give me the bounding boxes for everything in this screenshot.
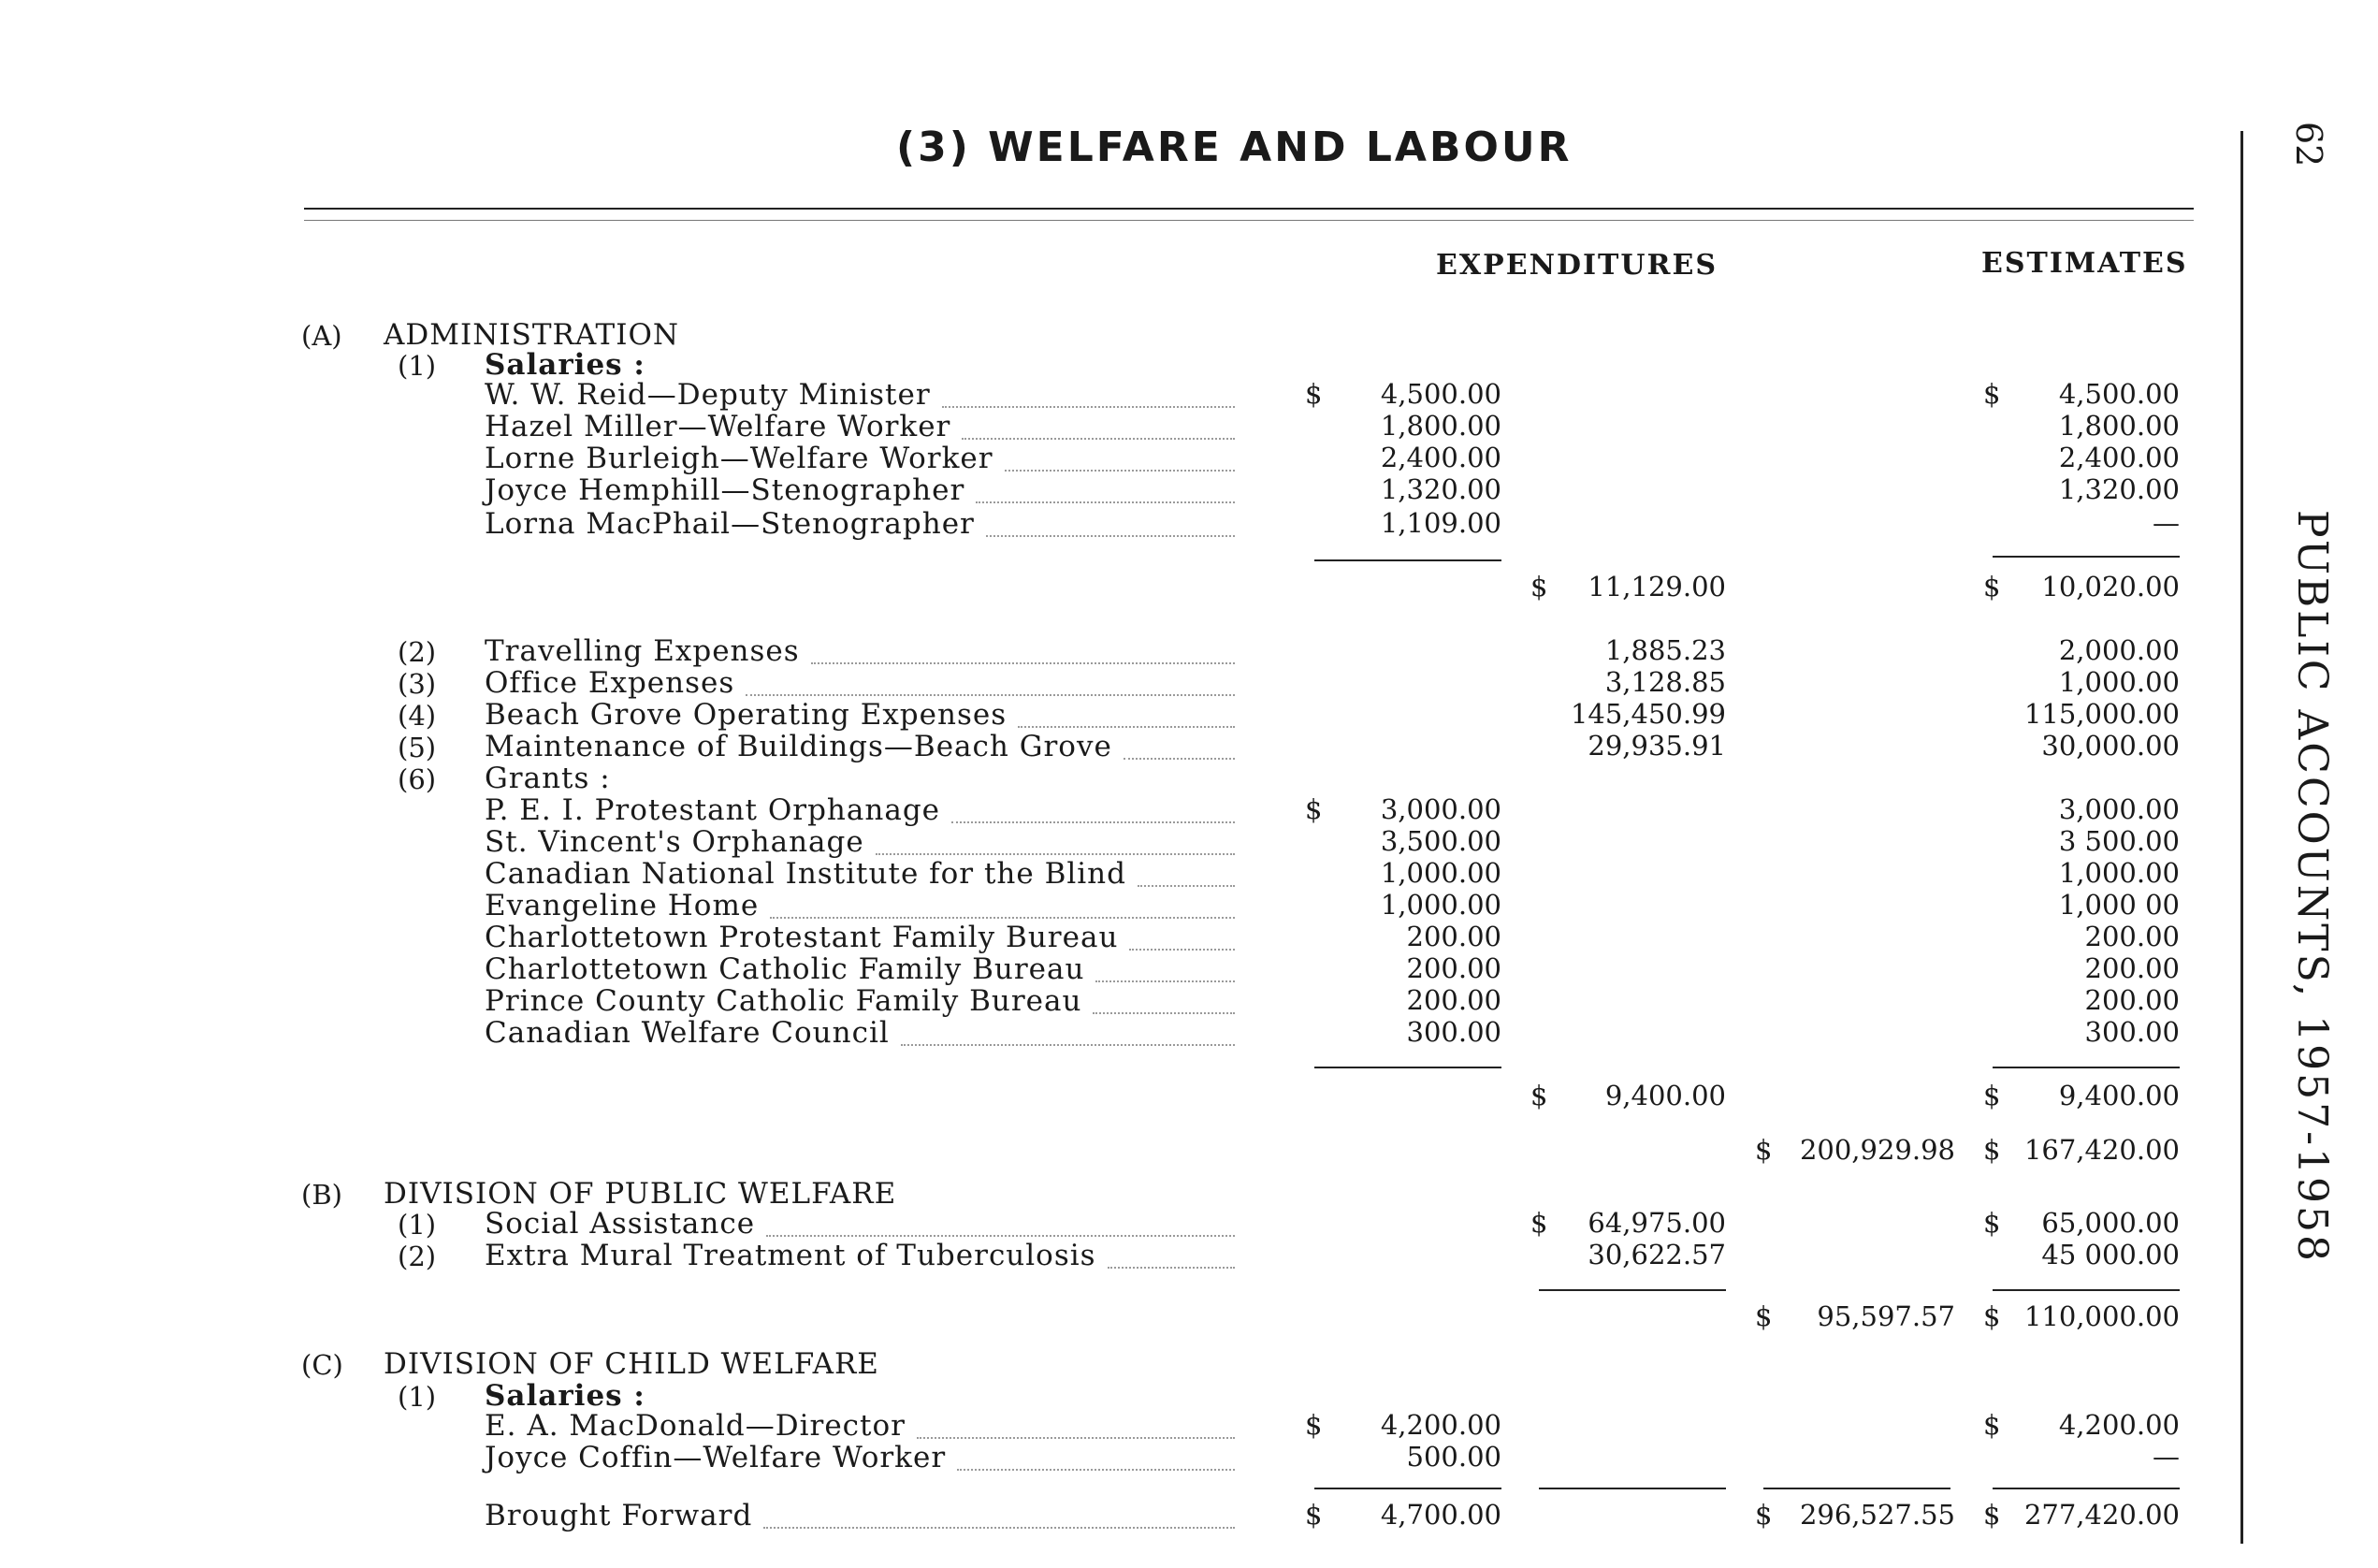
dollar-sign: $ [1305,793,1323,825]
dollar-sign: $ [1983,1499,2001,1531]
dollar-sign: $ [1983,378,2001,410]
expenditure-amount: 1,320.00 [1380,473,1501,505]
expenditure-amount: 1,109.00 [1380,507,1501,539]
expenditure-amount: 1,000.00 [1380,889,1501,921]
estimates-heading: ESTIMATES [1981,247,2188,280]
expenditure-amount: 296,527.55 [1799,1499,1955,1531]
subtotal-rule [1314,559,1501,561]
estimate-amount: 1,320.00 [2058,473,2180,505]
dollar-sign: $ [1983,1409,2001,1441]
estimate-amount: 1,800.00 [2058,410,2180,442]
dot-leader [901,1044,1235,1046]
page-number: 62 [2288,122,2329,167]
expenditure-amount: 3,000.00 [1380,793,1501,825]
row-label: Salaries : [485,348,645,382]
dollar-sign: $ [1755,1134,1773,1166]
expenditure-amount: 1,800.00 [1380,410,1501,442]
expenditure-amount: 29,935.91 [1588,730,1726,762]
dot-leader [766,1235,1235,1237]
estimate-amount: 65,000.00 [2041,1207,2180,1239]
dollar-sign: $ [1530,1080,1548,1111]
row-label: Lorne Burleigh—Welfare Worker [485,442,993,475]
section-heading: DIVISION OF PUBLIC WELFARE [384,1177,897,1211]
expenditure-amount: 4,200.00 [1380,1409,1501,1441]
estimate-amount: 10,020.00 [2041,571,2180,603]
estimate-amount: 1,000.00 [2058,666,2180,698]
running-head: PUBLIC ACCOUNTS, 1957-1958 [2288,510,2336,1264]
expenditure-amount: 200,929.98 [1799,1134,1955,1166]
dollar-sign: $ [1983,1207,2001,1239]
estimate-amount: 167,420.00 [2023,1134,2180,1166]
row-marker: (6) [398,763,437,795]
dot-leader [763,1527,1235,1529]
row-label: W. W. Reid—Deputy Minister [485,378,931,412]
expenditure-amount: 200.00 [1406,921,1501,952]
row-marker: (C) [301,1349,343,1381]
subtotal-rule [1993,1289,2180,1291]
subtotal-rule [1539,1289,1726,1291]
dot-leader [1138,885,1235,887]
section-heading: ADMINISTRATION [384,318,680,352]
row-marker: (A) [301,320,342,352]
row-label: Travelling Expenses [485,634,800,668]
row-marker: (2) [398,1241,437,1272]
dot-leader [986,535,1235,537]
estimate-amount: 300.00 [2084,1016,2180,1048]
dollar-sign: $ [1305,1409,1323,1441]
expenditure-amount: 4,500.00 [1380,378,1501,410]
row-label: Beach Grove Operating Expenses [485,698,1008,732]
estimate-amount: 2,400.00 [2058,442,2180,473]
row-marker: (4) [398,700,437,732]
row-label: Hazel Miller—Welfare Worker [485,410,951,443]
expenditure-amount: 200.00 [1406,952,1501,984]
row-marker: (2) [398,636,437,668]
row-marker: (5) [398,732,437,763]
expenditure-amount: 3,128.85 [1604,666,1726,698]
dot-leader [962,438,1235,440]
row-label: Social Assistance [485,1207,756,1241]
dollar-sign: $ [1983,1080,2001,1111]
estimate-amount: 2,000.00 [2058,634,2180,666]
row-label: Canadian Welfare Council [485,1016,890,1050]
dot-leader [951,821,1235,823]
row-marker: (B) [301,1179,342,1211]
row-label: Prince County Catholic Family Bureau [485,984,1082,1018]
estimate-amount: — [2153,507,2180,539]
row-label: Salaries : [485,1379,645,1413]
dot-leader [876,853,1235,855]
estimate-amount: 3 500.00 [2058,825,2180,857]
expenditure-amount: 9,400.00 [1604,1080,1726,1111]
estimate-amount: 4,500.00 [2058,378,2180,410]
row-label: Joyce Coffin—Welfare Worker [485,1441,947,1474]
row-label: Maintenance of Buildings—Beach Grove [485,730,1112,763]
row-label: Charlottetown Catholic Family Bureau [485,952,1085,986]
dollar-sign: $ [1305,1499,1323,1531]
section-heading: DIVISION OF CHILD WELFARE [384,1347,879,1381]
row-label: Canadian National Institute for the Blind [485,857,1126,891]
subtotal-rule [1314,1488,1501,1489]
expenditure-amount: 500.00 [1406,1441,1501,1473]
dot-leader [1093,1012,1235,1014]
dollar-sign: $ [1530,571,1548,603]
estimate-amount: 30,000.00 [2041,730,2180,762]
estimate-amount: 3,000.00 [2058,793,2180,825]
row-label: Office Expenses [485,666,735,700]
expenditure-amount: 4,700.00 [1380,1499,1501,1531]
subtotal-rule [1993,556,2180,558]
subtotal-rule [1314,1067,1501,1068]
estimate-amount: 1,000 00 [2058,889,2180,921]
dot-leader [1124,758,1235,760]
dot-leader [1129,949,1235,951]
expenditure-amount: 200.00 [1406,984,1501,1016]
dollar-sign: $ [1755,1300,1773,1332]
row-label: Joyce Hemphill—Stenographer [485,473,965,507]
dot-leader [917,1437,1235,1439]
estimate-amount: 45 000.00 [2041,1239,2180,1270]
dot-leader [1018,726,1235,728]
expenditure-amount: 145,450.99 [1570,698,1726,730]
expenditure-amount: 2,400.00 [1380,442,1501,473]
subtotal-rule [1539,1488,1726,1489]
dollar-sign: $ [1983,1134,2001,1166]
expenditure-amount: 95,597.57 [1817,1300,1955,1332]
row-marker: (3) [398,668,437,700]
dot-leader [746,694,1235,696]
expenditure-amount: 64,975.00 [1588,1207,1726,1239]
subtotal-rule [1763,1488,1950,1489]
row-label: Evangeline Home [485,889,760,922]
header-rule-top [304,208,2194,210]
dot-leader [957,1469,1235,1471]
subtotal-rule [1993,1488,2180,1489]
row-marker: (1) [398,1209,437,1241]
row-label: Lorna MacPhail—Stenographer [485,507,975,541]
row-label: E. A. MacDonald—Director [485,1409,906,1443]
row-marker: (1) [398,350,437,382]
row-marker: (1) [398,1381,437,1413]
dot-leader [1095,980,1235,982]
estimate-amount: 110,000.00 [2023,1300,2180,1332]
estimate-amount: 1,000.00 [2058,857,2180,889]
expenditure-amount: 11,129.00 [1588,571,1726,603]
estimate-amount: 4,200.00 [2058,1409,2180,1441]
estimate-amount: — [2153,1441,2180,1473]
expenditure-amount: 1,000.00 [1380,857,1501,889]
expenditure-amount: 300.00 [1406,1016,1501,1048]
estimate-amount: 200.00 [2084,921,2180,952]
expenditure-amount: 1,885.23 [1604,634,1726,666]
row-label: St. Vincent's Orphanage [485,825,864,859]
row-label: Brought Forward [485,1499,753,1532]
expenditure-amount: 30,622.57 [1588,1239,1726,1270]
dollar-sign: $ [1983,571,2001,603]
dollar-sign: $ [1530,1207,1548,1239]
dot-leader [1108,1267,1235,1269]
dot-leader [770,917,1235,919]
vertical-rule [2240,131,2243,1544]
estimate-amount: 277,420.00 [2023,1499,2180,1531]
dot-leader [811,662,1235,664]
dollar-sign: $ [1983,1300,2001,1332]
dot-leader [1005,470,1235,472]
estimate-amount: 115,000.00 [2023,698,2180,730]
row-label: P. E. I. Protestant Orphanage [485,793,941,827]
row-label: Extra Mural Treatment of Tuberculosis [485,1239,1096,1272]
row-label: Charlottetown Protestant Family Bureau [485,921,1119,954]
estimate-amount: 200.00 [2084,952,2180,984]
row-label: Grants : [485,762,611,795]
dollar-sign: $ [1305,378,1323,410]
estimate-amount: 200.00 [2084,984,2180,1016]
estimate-amount: 9,400.00 [2058,1080,2180,1111]
expenditures-heading: EXPENDITURES [1436,249,1718,282]
page-title: (3) WELFARE AND LABOUR [896,123,1573,171]
dot-leader [942,406,1235,408]
dot-leader [976,501,1235,503]
subtotal-rule [1993,1067,2180,1068]
dollar-sign: $ [1755,1499,1773,1531]
header-rule-bottom [304,220,2194,221]
expenditure-amount: 3,500.00 [1380,825,1501,857]
